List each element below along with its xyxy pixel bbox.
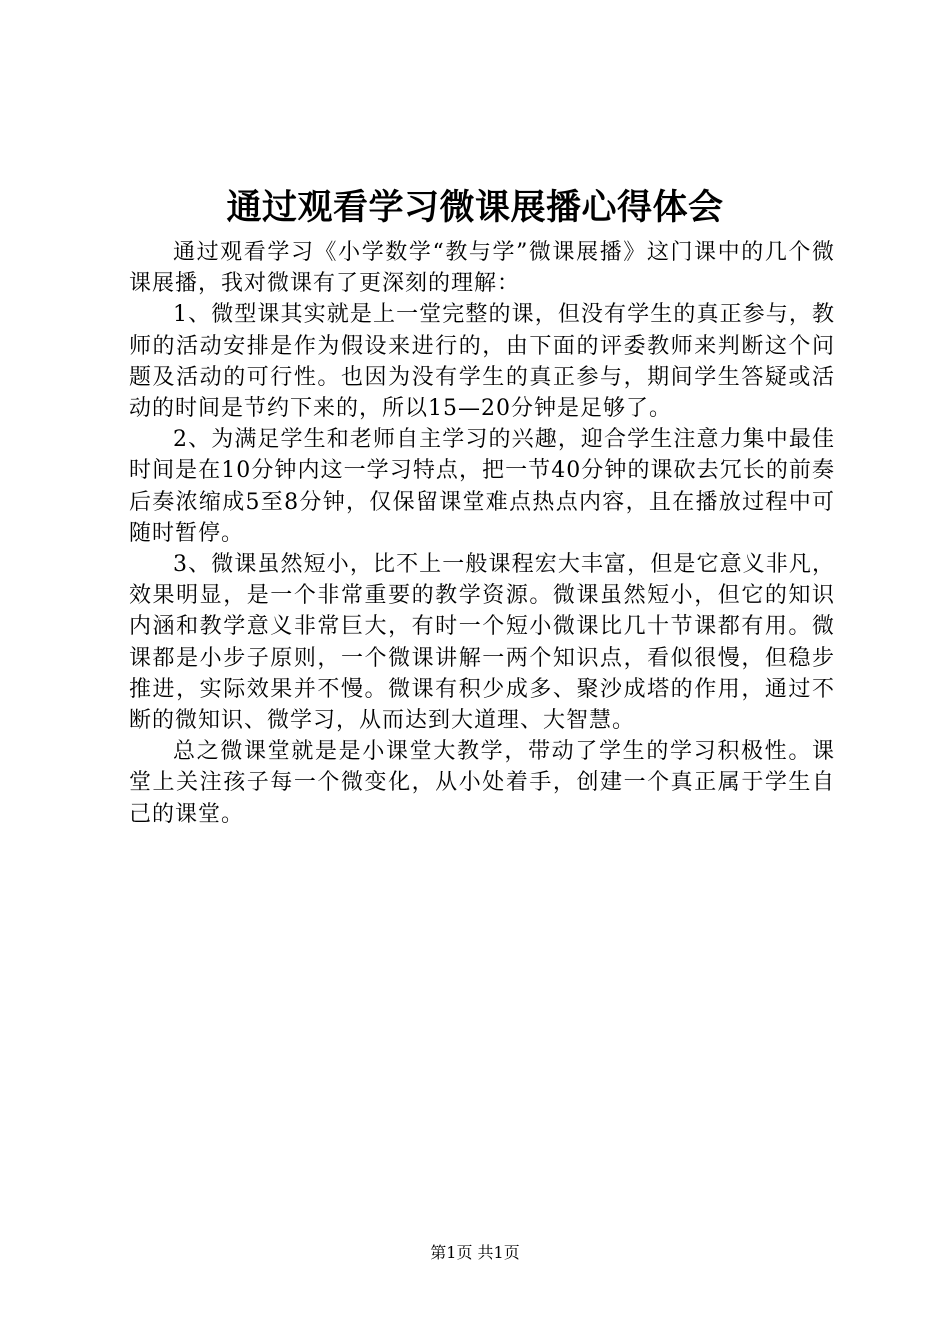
document-body bbox=[129, 237, 835, 830]
paragraph-point-2: 2、为满足学生和老师自主学习的兴趣，迎合学生注意力集中最佳时间是在10分钟内这一学习特点，把一节40分钟的课砍去冗长的前奏后奏浓缩成5至8分钟，仅保留课堂难点热点内容，且在播放过程中可随时暂停。 bbox=[129, 427, 835, 546]
paragraph-conclusion: 总之微课堂就是是小课堂大教学，带动了学生的学习积极性。课堂上关注孩子每一个微变化，从小处着手，创建一个真正属于学生自己的课堂。 bbox=[129, 739, 835, 827]
document-title: 通过观看学习微课展播心得体会 bbox=[226, 187, 724, 228]
paragraph-point-1: 1、微型课其实就是上一堂完整的课，但没有学生的真正参与，教师的活动安排是作为假设来进行的，由下面的评委教师来判断这个问题及活动的可行性。也因为没有学生的真正参与，期间学生答疑或活动的时间是节约下来的，所以15—20分钟是足够了。 bbox=[129, 302, 835, 422]
paragraph-point-3: 3、微课虽然短小，比不上一般课程宏大丰富，但是它意义非凡，效果明显，是一个非常重要的教学资源。微课虽然短小，但它的知识内涵和教学意义非常巨大，有时一个短小微课比几十节课都有用。微课都是小步子原则，一个微课讲解一两个知识点，看似很慢，但稳步推进，实际效果并不慢。微课有积少成多、聚沙成塔的作用，通过不断的微知识、微学习，从而达到大道理、大智慧。 bbox=[129, 552, 835, 734]
page-footer: 第1页 共1页 bbox=[430, 1243, 520, 1262]
paragraph-intro: 通过观看学习《小学数学“教与学”微课展播》这门课中的几个微课展播，我对微课有了更深刻的理解： bbox=[129, 240, 835, 297]
